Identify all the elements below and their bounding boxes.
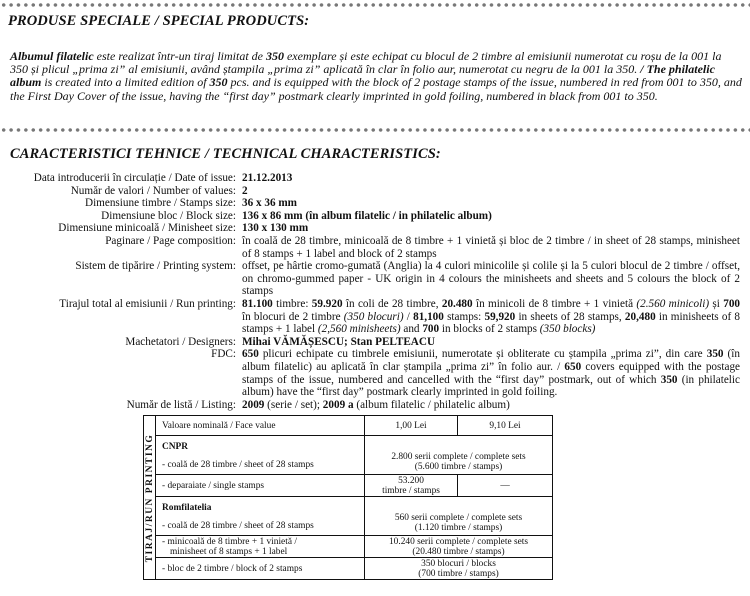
cnpr-single-value-2: — — [458, 475, 553, 497]
table-row — [144, 497, 553, 536]
cnpr-sheet-cell: CNPR - coală de 28 timbre / sheet of 28 stamps — [156, 436, 365, 475]
middle-dotted-rule — [0, 127, 750, 133]
romf-sheet-cell: Romfilatelia - coală de 28 timbre / sheet of 28 stamps — [156, 497, 365, 536]
spec-fdc: FDC: 650 plicuri echipate cu timbrele emisiunii, numerotate și obliterate cu ștampila „prima zi”, din care 350 (în album filatelic) au aplicată în clar ștampila „prima zi” în folio aur. / 650 covers equipped with the postage stamps of the issue, numbered and cancelled with the “first day” postmark, out of which 350 (in philatelic album) have the “first day” postmark clearly imprinted in gold foiling. — [211, 348, 740, 399]
spec-listing: Număr de listă / Listing: 2009 (serie / set); 2009 a (album filatelic / philatelic album) — [126, 398, 510, 411]
romf-block-label: - bloc de 2 timbre / block of 2 stamps — [156, 558, 365, 580]
spec-stamp-size: Dimensiune timbre / Stamps size: 36 x 36 mm — [84, 197, 297, 210]
spec-printing-system: Sistem de tipărire / Printing system: offset, pe hârtie cromo-gumată (Anglia) la 4 culori minicolile și colile și la 5 culori blocul de 2 timbre / offset, on chromo-gummed paper - UK origin in 4 colours the minisheets and sheets and 5 colours the block of 2 stamps — [75, 260, 740, 298]
table-row — [144, 536, 553, 558]
table-row — [144, 475, 553, 497]
romf-minisheet-value: 10.240 serii complete / complete sets (20.480 timbre / stamps) — [365, 536, 553, 558]
run-printing-table — [143, 415, 553, 580]
table-row — [144, 558, 553, 580]
top-dotted-rule — [0, 2, 750, 8]
run-printing-side-label: TIRAJ/RUN PRINTING — [144, 416, 156, 580]
spec-date: Data introducerii în circulație / Date of issue: 21.12.2013 — [33, 172, 293, 184]
special-products-paragraph: Albumul filatelic este realizat într-un tiraj limitat de 350 exemplare și este echipat cu blocul de 2 timbre al emisiunii numerotat cu roșu de la 001 la 350 și plicul „prima zi” al emisiunii, având ștampila „prima zi” aplicată în clar în folio aur, numerotat cu negru de la 001 la 350. / The philatelic album is created into a limited edition of 350 pcs. and is equipped with the block of 2 postage stamps of the issue, numbered in red from 001 to 350, and the First Day Cover of the issue, having the “first day” postmark clearly imprinted in gold foiling, numbered in black from 001 to 350. — [10, 49, 742, 103]
table-row — [144, 416, 553, 436]
cnpr-single-label: - deparaiate / single stamps — [156, 475, 365, 497]
spec-run-printing: Tirajul total al emisiunii / Run printing: 81.100 timbre: 59.920 în coli de 28 timbre, 20.480 în minicoli de 8 timbre + 1 vinietă (2.560 minicoli) și 700 în blocuri de 2 timbre (350 blocuri) / 81,100 stamps: 59,920 in sheets of 28 stamps, 20,480 in minisheets of 8 stamps + 1 label (2,560 minisheets) and 700 in blocks of 2 stamps (350 blocks) — [59, 297, 740, 336]
spec-block-size: Dimensiune bloc / Block size: 136 x 86 mm (în album filatelic / in philatelic album) — [101, 209, 492, 222]
spec-values: Număr de valori / Number of values: 2 — [70, 184, 248, 197]
romf-sheet-value: 560 serii complete / complete sets (1.120 timbre / stamps) — [365, 497, 553, 536]
romf-minisheet-label: - minicoală de 8 timbre + 1 vinietă / minisheet of 8 stamps + 1 label — [156, 536, 365, 558]
special-products-heading: PRODUSE SPECIALE / SPECIAL PRODUCTS: — [8, 13, 310, 29]
spec-minisheet-size: Dimensiune minicoală / Minisheet size: 130 x 130 mm — [58, 222, 309, 235]
table-row — [144, 436, 553, 475]
spec-page-composition: Paginare / Page composition: în coală de 28 timbre, minicoală de 8 timbre + 1 vinietă și bloc de 2 timbre / in sheet of 28 stamps, minisheet of 8 stamps + 1 label and block of 2 stamps — [105, 234, 740, 260]
cnpr-single-value: 53.200 timbre / stamps — [365, 475, 458, 497]
value-1-header: 1,00 Lei — [365, 416, 458, 436]
value-2-header: 9,10 Lei — [458, 416, 553, 436]
technical-characteristics — [0, 172, 750, 411]
face-value-header: Valoare nominală / Face value — [156, 416, 365, 436]
cnpr-sheet-value: 2.800 serii complete / complete sets (5.600 timbre / stamps) — [365, 436, 553, 475]
spec-designers: Machetatori / Designers: Mihai VĂMĂȘESCU; Stan PELTEACU — [125, 335, 436, 348]
technical-heading: CARACTERISTICI TEHNICE / TECHNICAL CHARACTERISTICS: — [10, 146, 441, 162]
romf-block-value: 350 blocuri / blocks (700 timbre / stamps) — [365, 558, 553, 580]
